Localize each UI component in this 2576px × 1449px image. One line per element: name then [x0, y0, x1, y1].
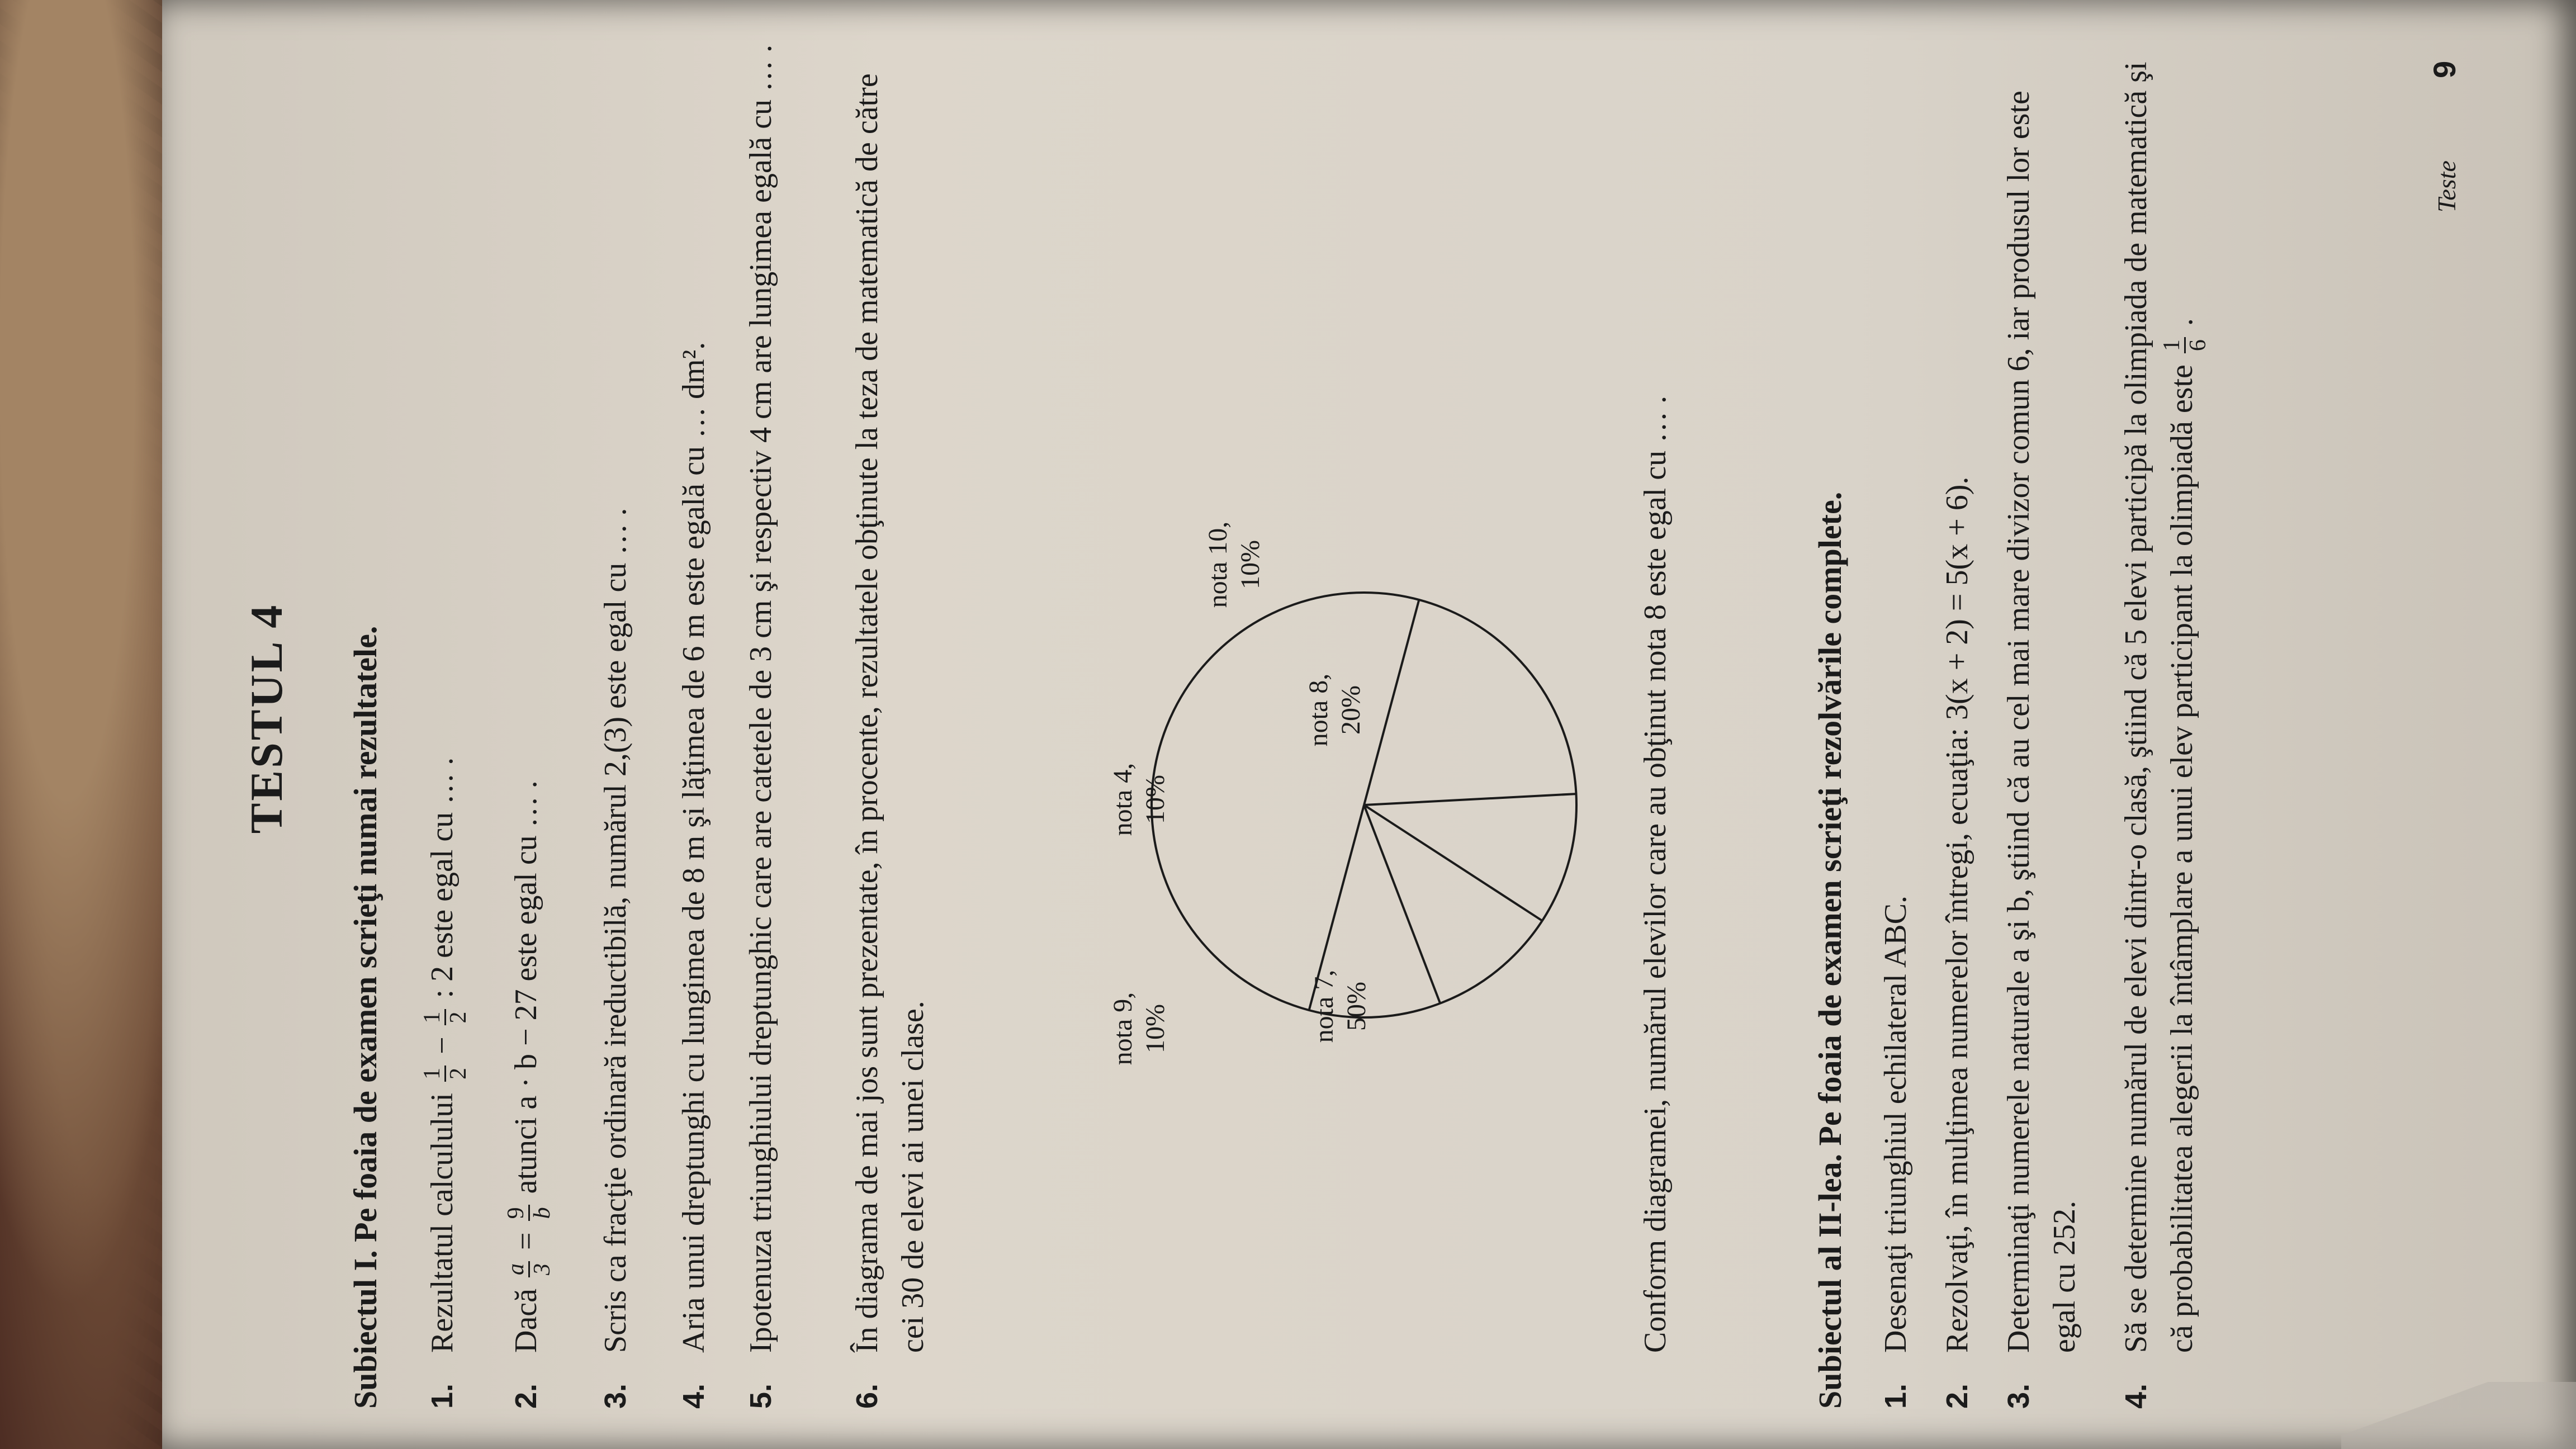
fraction — [504, 1205, 555, 1221]
question-text: Aria unui dreptunghi cu lungimea de 8 m şi lăţimea de 6 m este egală cu … dm². — [676, 342, 711, 1353]
slice-label-nota-4 — [1107, 744, 1172, 855]
question-text: Să se determine numărul de elevi dintr-o clasă, ştiind că 5 elevi participă la olimpiada de matematică şi că probabilitatea alegerii la întâmplare a unui elev participant la olimpiadă este — [2119, 61, 2199, 1353]
question-number: 4. — [2119, 1383, 2153, 1409]
chart-question — [1632, 28, 1678, 1409]
fraction — [420, 1066, 471, 1082]
fraction-denominator: 6 — [2185, 339, 2211, 352]
question-text: Scris ca fracţie ordinară ireductibilă, numărul 2,(3) este egal cu … . — [598, 508, 633, 1353]
page-content — [201, 6, 2521, 1431]
exercise-1 — [1873, 28, 1919, 1409]
slice-percent: 10% — [1235, 540, 1265, 589]
question-text: Desenaţi triunghiul echilateral ABC. — [1878, 895, 1913, 1353]
operator: = — [509, 1224, 543, 1258]
question-1 — [419, 28, 471, 1409]
fraction-numerator: a — [504, 1261, 530, 1277]
slice-label-nota-7 — [1308, 945, 1373, 1068]
footer-label: Teste — [2432, 160, 2461, 212]
slice-name: nota 10, — [1203, 521, 1233, 608]
question-text: atunci a · b − 27 este egal cu … . — [509, 780, 543, 1202]
question-text: Dacă — [509, 1280, 543, 1353]
fraction-denominator: b — [529, 1207, 555, 1219]
question-number: 4. — [677, 1383, 711, 1409]
question-5 — [738, 28, 784, 1409]
fraction — [420, 1009, 471, 1025]
question-2 — [503, 28, 555, 1409]
fraction — [2160, 337, 2210, 353]
question-text: Rezultatul calculului — [425, 1085, 460, 1353]
fraction-numerator: 9 — [504, 1205, 530, 1221]
slice-name: nota 8, — [1304, 673, 1333, 747]
slice-label-nota-8 — [1303, 648, 1367, 771]
question-6 — [844, 28, 936, 1409]
slice-percent: 50% — [1342, 982, 1371, 1031]
slice-name: nota 4, — [1108, 763, 1138, 836]
exercise-2 — [1934, 28, 1980, 1409]
question-number: 2. — [509, 1383, 543, 1409]
question-number: 2. — [1940, 1383, 1974, 1409]
slice-boundary-3 — [1364, 805, 1542, 921]
page-title: TESTUL 4 — [241, 603, 292, 834]
question-number: 5. — [744, 1383, 778, 1409]
question-4 — [671, 28, 717, 1409]
question-text: Determinaţi numerele naturale a şi b, ştiind că au cel mai mare divizor comun 6, iar produsul lor este egal cu 252. — [2001, 91, 2082, 1353]
fraction-numerator: 1 — [420, 1066, 446, 1082]
fraction — [504, 1261, 555, 1277]
fraction-numerator: 1 — [420, 1009, 446, 1025]
slice-name: nota 9, — [1108, 992, 1138, 1066]
question-number: 3. — [599, 1383, 632, 1409]
slice-label-nota-9 — [1107, 973, 1172, 1085]
slice-boundary-1 — [1364, 600, 1419, 805]
question-text: Ipotenuza triunghiului dreptunghic care are catetele de 3 cm şi respectiv 4 cm are lungimea egală cu … . — [744, 44, 778, 1353]
question-text: Rezolvaţi, în mulţimea numerelor întregi, ecuaţia: 3(x + 2) = 5(x + 6). — [1940, 476, 1974, 1353]
question-number: 3. — [2002, 1383, 2035, 1409]
question-number: 1. — [425, 1383, 459, 1409]
slice-percent: 10% — [1140, 775, 1170, 824]
slice-percent: 10% — [1140, 1004, 1170, 1053]
question-text: În diagrama de mai jos sunt prezentate, în procente, rezultatele obţinute la teza de matematică de către cei 30 de elevi ai unei clase. — [850, 73, 930, 1353]
question-number: 1. — [1879, 1383, 1912, 1409]
question-3 — [593, 28, 638, 1409]
fraction-denominator: 2 — [445, 1011, 471, 1024]
page-number: 9 — [2427, 60, 2462, 78]
section2-heading: Subiectul al II-lea. Pe foaia de examen scrieţi rezolvările complete. — [1812, 491, 1848, 1409]
pie-chart — [1073, 503, 1604, 1118]
slice-boundary-2 — [1364, 794, 1576, 805]
fraction-numerator: 1 — [2160, 337, 2186, 353]
slice-boundary-4 — [1364, 805, 1440, 1003]
question-number: 6. — [850, 1383, 884, 1409]
slice-percent: 20% — [1336, 685, 1366, 735]
question-text: . — [2165, 318, 2199, 334]
slice-label-nota-10 — [1202, 503, 1267, 626]
section1-heading: Subiectul I. Pe foaia de examen scrieţi numai rezultatele. — [347, 626, 383, 1409]
question-text: Conform diagramei, numărul elevilor care au obţinut nota 8 este egal cu … . — [1638, 395, 1673, 1353]
fraction-denominator: 2 — [445, 1068, 471, 1080]
operator: − — [425, 1029, 460, 1063]
exercise-3 — [1996, 28, 2087, 1409]
exercise-4 — [2113, 28, 2210, 1409]
question-text: : 2 este egal cu … . — [425, 757, 460, 1006]
slice-name: nota 7, — [1309, 969, 1339, 1043]
fraction-denominator: 3 — [529, 1263, 555, 1275]
